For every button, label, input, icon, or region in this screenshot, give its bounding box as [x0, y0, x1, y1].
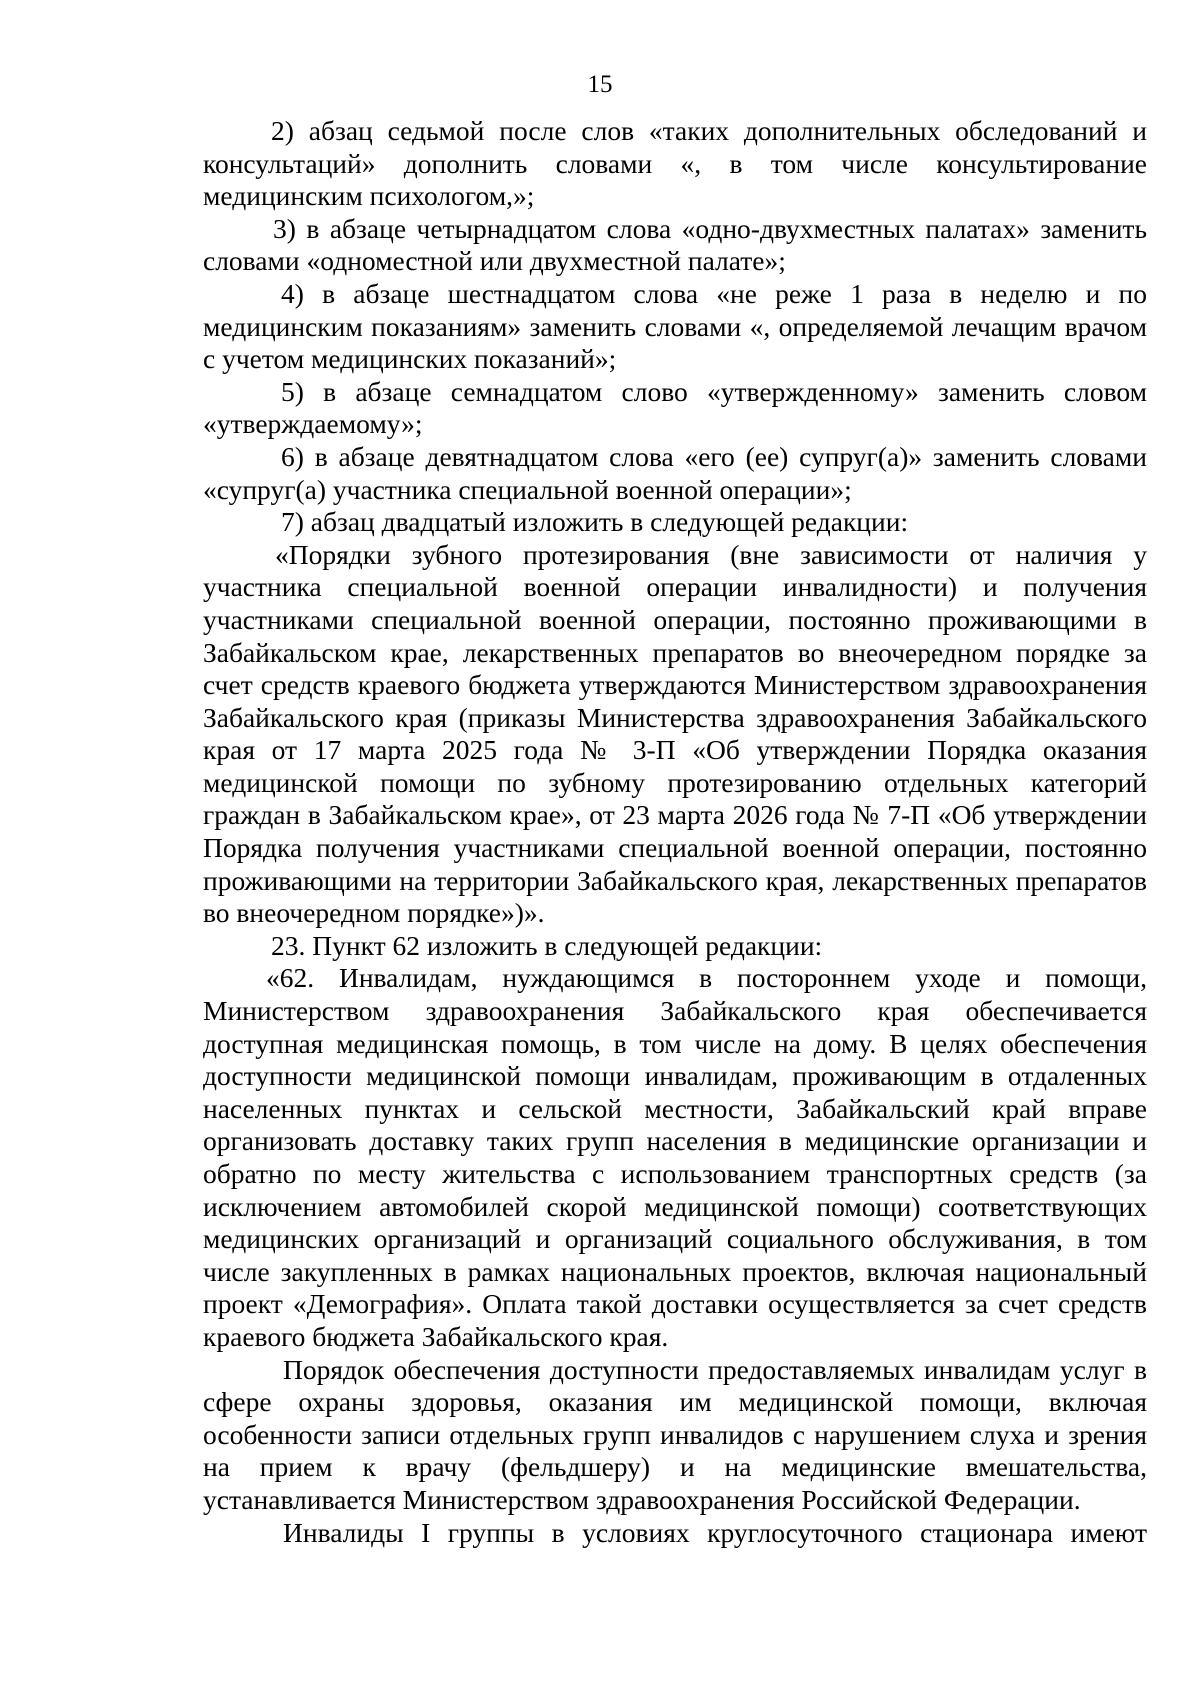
paragraph-amendment-3: 3) в абзаце четырнадцатом слова «одно-двухместных палатах» заменить словами «одноместной или двухместной палате»; [203, 212, 1147, 277]
paragraph-item-23: 23. Пункт 62 изложить в следующей редакции: [271, 929, 823, 961]
page-number: 15 [587, 71, 613, 98]
document-body [203, 115, 1147, 1549]
paragraph-amendment-7: 7) абзац двадцатый изложить в следующей редакции: [281, 506, 909, 538]
paragraph-quoted-item-62: «62. Инвалидам, нуждающимся в постороннем уходе и помощи, Министерством здравоохранения Забайкальского края обеспечивается доступная медицинская помощь, в том числе на дому. В целях обеспечения доступности медицинской помощи инвалидам, проживающим в отдаленных населенных пунктах и сельской местности, Забайкальский край вправе организовать доставку таких групп населения в медицинские организации и обратно по месту жительства с использованием транспортных средств (за исключением автомобилей скорой медицинской помощи) соответствующих медицинских организаций и организаций социального обслуживания, в том числе закупленных в рамках национальных проектов, включая национальный проект «Демография». Оплата такой доставки осуществляется за счет средств краевого бюджета Забайкальского края. [203, 962, 1147, 1352]
paragraph-amendment-2: 2) абзац седьмой после слов «таких дополнительных обследований и консультаций» дополнить словами «, в том числе консультирование медицинским психологом,»; [203, 115, 1147, 212]
paragraph-amendment-4: 4) в абзаце шестнадцатом слова «не реже 1 раза в неделю и по медицинским показаниям» заменить словами «, определяемой лечащим врачом с учетом медицинских показаний»; [203, 277, 1147, 375]
paragraph-amendment-6: 6) в абзаце девятнадцатом слова «его (ее) супруг(а)» заменить словами «супруг(а) участника специальной военной операции»; [203, 440, 1147, 505]
paragraph-accessibility-procedure: Порядок обеспечения доступности предоставляемых инвалидам услуг в сфере охраны здоровья, оказания им медицинской помощи, включая особенности записи отдельных групп инвалидов с нарушением слуха и зрения на прием к врачу (фельдшеру) и на медицинские вмешательства, устанавливается Министерством здравоохранения Российской Федерации. [203, 1353, 1147, 1515]
paragraph-group-1-disabled: Инвалиды I группы в условиях круглосуточного стационара имеют [283, 1516, 1147, 1548]
paragraph-amendment-5: 5) в абзаце семнадцатом слово «утвержденному» заменить словом «утверждаемому»; [203, 375, 1147, 440]
paragraph-quoted-dental-order: «Порядки зубного протезирования (вне зависимости от наличия у участника специальной военной операции инвалидности) и получения участниками специальной военной операции, постоянно проживающими в Забайкальском крае, лекарственных препаратов во внеочередном порядке за счет средств краевого бюджета утверждаются Министерством здравоохранения Забайкальского края (приказы Министерства здравоохранения Забайкальского края от 17 марта 2025 года № 3-П «Об утверждении Порядка оказания медицинской помощи по зубному протезированию отдельных категорий граждан в Забайкальском крае», от 23 марта 2026 года № 7-П «Об утверждении Порядка получения участниками специальной военной операции, постоянно проживающими на территории Забайкальского края, лекарственных препаратов во внеочередном порядке»)». [203, 538, 1147, 929]
